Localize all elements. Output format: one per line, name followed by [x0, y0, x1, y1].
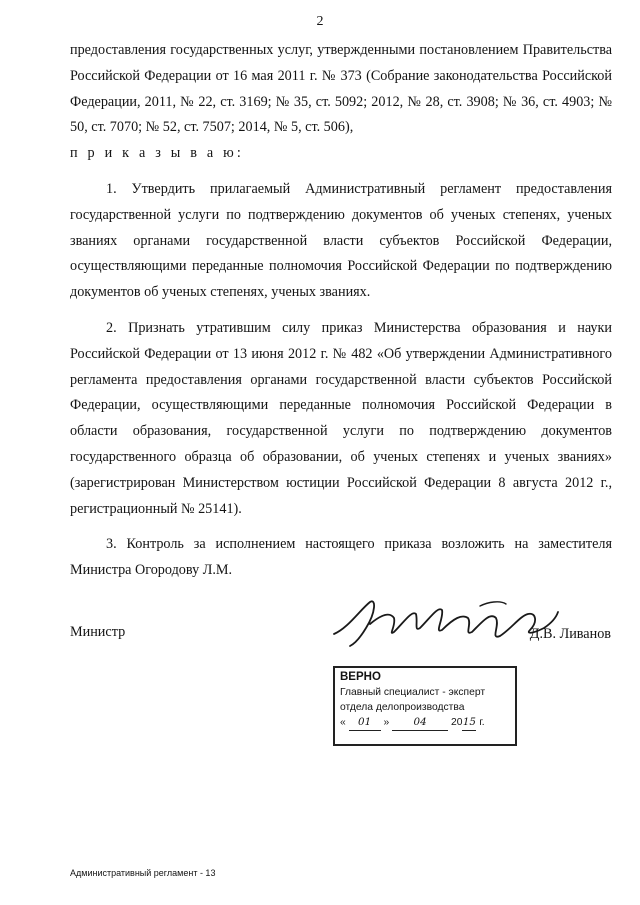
stamp-department-line: отдела делопроизводства: [340, 702, 465, 713]
stamp-date: [340, 715, 510, 731]
paragraph-item-3: 3. Контроль за исполнением настоящего приказа возложить на заместителя Министра Огородову Л.М.: [70, 536, 612, 579]
paragraph-preamble: предоставления государственных услуг, утвержденными постановлением Правительства Российской Федерации от 16 мая 2011 г. № 373 (Собрание законодательства Российской Федерации, 2011, № 22, ст. 3169; № 35, ст. 5092; 2012, № 28, ст. 3908; № 36, ст. 4903; № 50, ст. 7070; № 52, ст. 7507; 2014, № 5, ст. 506),: [70, 42, 612, 136]
page-number: 2: [316, 14, 324, 29]
stamp-date-year-end: г.: [479, 717, 485, 728]
paragraph-order-word: п р и к а з ы в а ю:: [70, 145, 245, 162]
document-body: [70, 38, 612, 584]
stamp-date-day: 01: [349, 715, 381, 731]
stamp-date-open-quote: «: [340, 717, 346, 728]
paragraph-item-2: 2. Признать утратившим силу приказ Министерства образования и науки Российской Федерации от 13 июня 2012 г. № 482 «Об утверждении Административного регламента предоставления органами государственной власти субъектов Российской Федерации, осуществляющими переданные полномочия Российской Федерации в области образования, государственной услуги по подтверждению документов государственного образца об образовании, об ученых степенях и ученых званиях» (зарегистрирован Министерством юстиции Российской Федерации 8 августа 2012 г., регистрационный № 25141).: [70, 319, 612, 517]
stamp-position-line: Главный специалист - эксперт: [340, 687, 486, 698]
stamp-date-year-suffix: 15: [462, 715, 476, 731]
signatory-name: Д.В. Ливанов: [529, 626, 611, 642]
paragraph-item-1: 1. Утвердить прилагаемый Административный регламент предоставления государственной услуги по подтверждению документов об ученых степенях, ученых званиях органами государственной власти субъектов Российской Федерации, осуществляющими переданные полномочия Российской Федерации по подтверждению документов об ученых степенях, ученых званиях.: [70, 180, 612, 301]
certification-stamp: [333, 666, 517, 746]
handwritten-signature: [330, 588, 560, 662]
stamp-date-month: 04: [392, 715, 448, 731]
stamp-title: ВЕРНО: [340, 671, 381, 683]
signatory-position: Министр: [70, 624, 126, 640]
stamp-date-year-prefix: 20: [450, 717, 463, 728]
page-footer: Административный регламент - 13: [70, 868, 216, 878]
stamp-date-close-quote: »: [383, 717, 390, 728]
